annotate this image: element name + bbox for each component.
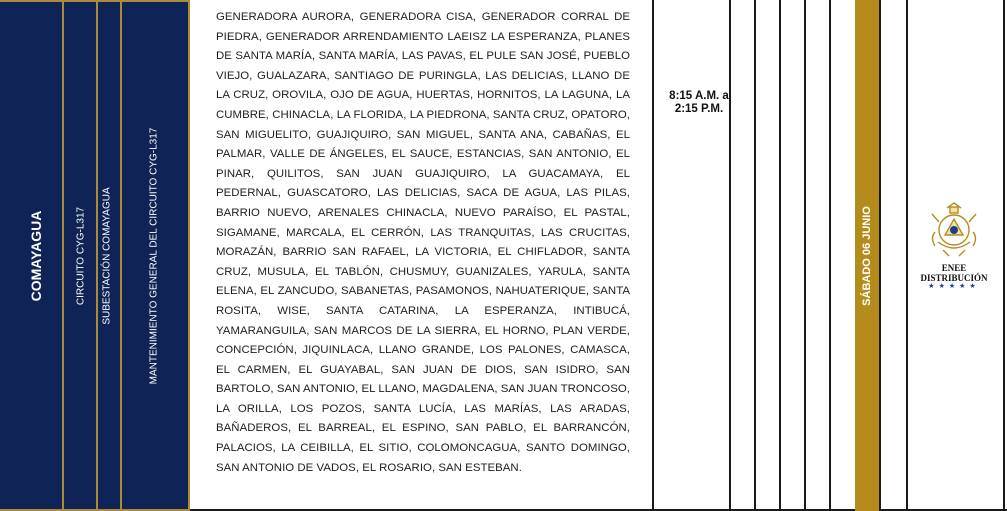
logo-title-line1: ENEE	[941, 263, 967, 273]
enee-logo	[912, 202, 996, 291]
logo-title-line2: DISTRIBUCIÓN	[920, 273, 988, 283]
department-label: COMAYAGUA	[28, 210, 44, 301]
outage-time: 8:15 A.M. a 2:15 P.M.	[669, 90, 729, 115]
honduras-coat-of-arms-icon	[929, 202, 979, 258]
work-description-label: MANTENIMIENTO GENERAL DEL CIRCUITO CYG-L317	[148, 127, 160, 384]
affected-areas-text: GENERADORA AURORA, GENERADORA CISA, GENERADOR CORRAL DE PIEDRA, GENERADOR ARRENDAMIENTO LAEISZ LA ESPERANZA, PLANES DE SANTA MARÍA, SANTA MARÍA, LAS PAVAS, EL PULE SAN JOSÉ, PUEBLO VIEJO, GUALAZARA, SANTIAGO DE PURINGLA, LAS DELICIAS, LLANO DE LA CRUZ, OROVILA, OJO DE AGUA, HUERTAS, HORNITOS, LA LAGUNA, LA CUMBRE, CHINACLA, LA FLORIDA, LA PIEDRONA, SANTA CRUZ, OPATORO, SAN MIGUELITO, GUAJIQUIRO, SAN MIGUEL, SANTA ANA, CABAÑAS, EL PALMAR, VALLE DE ÁNGELES, EL SAUCE, ESTANCIAS, SAN ANTONIO, EL PINAR, QUILITOS, SAN JUAN GUAJIQUIRO, LA GUACAMAYA, EL PEDERNAL, GUASCATORO, LAS DELICIAS, SACA DE AGUA, LAS PILAS, BARRIO NUEVO, ARENALES CHINACLA, NUEVO PARAÍSO, EL PASTAL, SIGAMANE, MARCALA, EL CERRÓN, LAS TRANQUITAS, LAS CRUCITAS, MORAZÁN, BARRIO SAN RAFAEL, LA VICTORIA, EL CHIFLADOR, SANTA CRUZ, MUSULA, EL TABLÓN, CHUSMUY, GUANIZALES, YARULA, SANTA ELENA, EL ZANCUDO, SABANETAS, PASAMONOS, NAHUATERIQUE, SANTA ROSITA, WISE, SANTA CATARINA, LA ESPERANZA, INTIBUCÁ, YAMARANGUILA, SAN MARCOS DE LA SIERRA, EL HORNO, PLAN VERDE, CONCEPCIÓN, JIQUINLACA, LLANO GRANDE, LOS PALONES, CAMASCA, EL CARMEN, EL GUAYABAL, SAN JUAN DE DIOS, SAN ISIDRO, SAN BARTOLO, SAN ANTONIO, EL LLANO, MAGDALENA, SAN JUAN TRONCOSO, LA ORILLA, LOS POZOS, SANTA LUCÍA, LAS MARÍAS, LAS ARADAS, BAÑADEROS, EL BARREAL, EL ESPINO, SAN PABLO, EL BARRANCÓN, PALACIOS, LA CEIBILLA, EL SITIO, COLOMONCAGUA, SANTO DOMINGO, SAN ANTONIO DE VADOS, EL ROSARIO, SAN ESTEBAN.	[216, 11, 630, 474]
day-label: SÁBADO 06 JUNIO	[861, 205, 873, 306]
circuit-label: CIRCUITO CYG-L317	[75, 206, 87, 305]
logo-stars: ★★★★★	[928, 283, 980, 290]
substation-label: SUBESTACIÓN COMAYAGUA	[101, 186, 113, 325]
